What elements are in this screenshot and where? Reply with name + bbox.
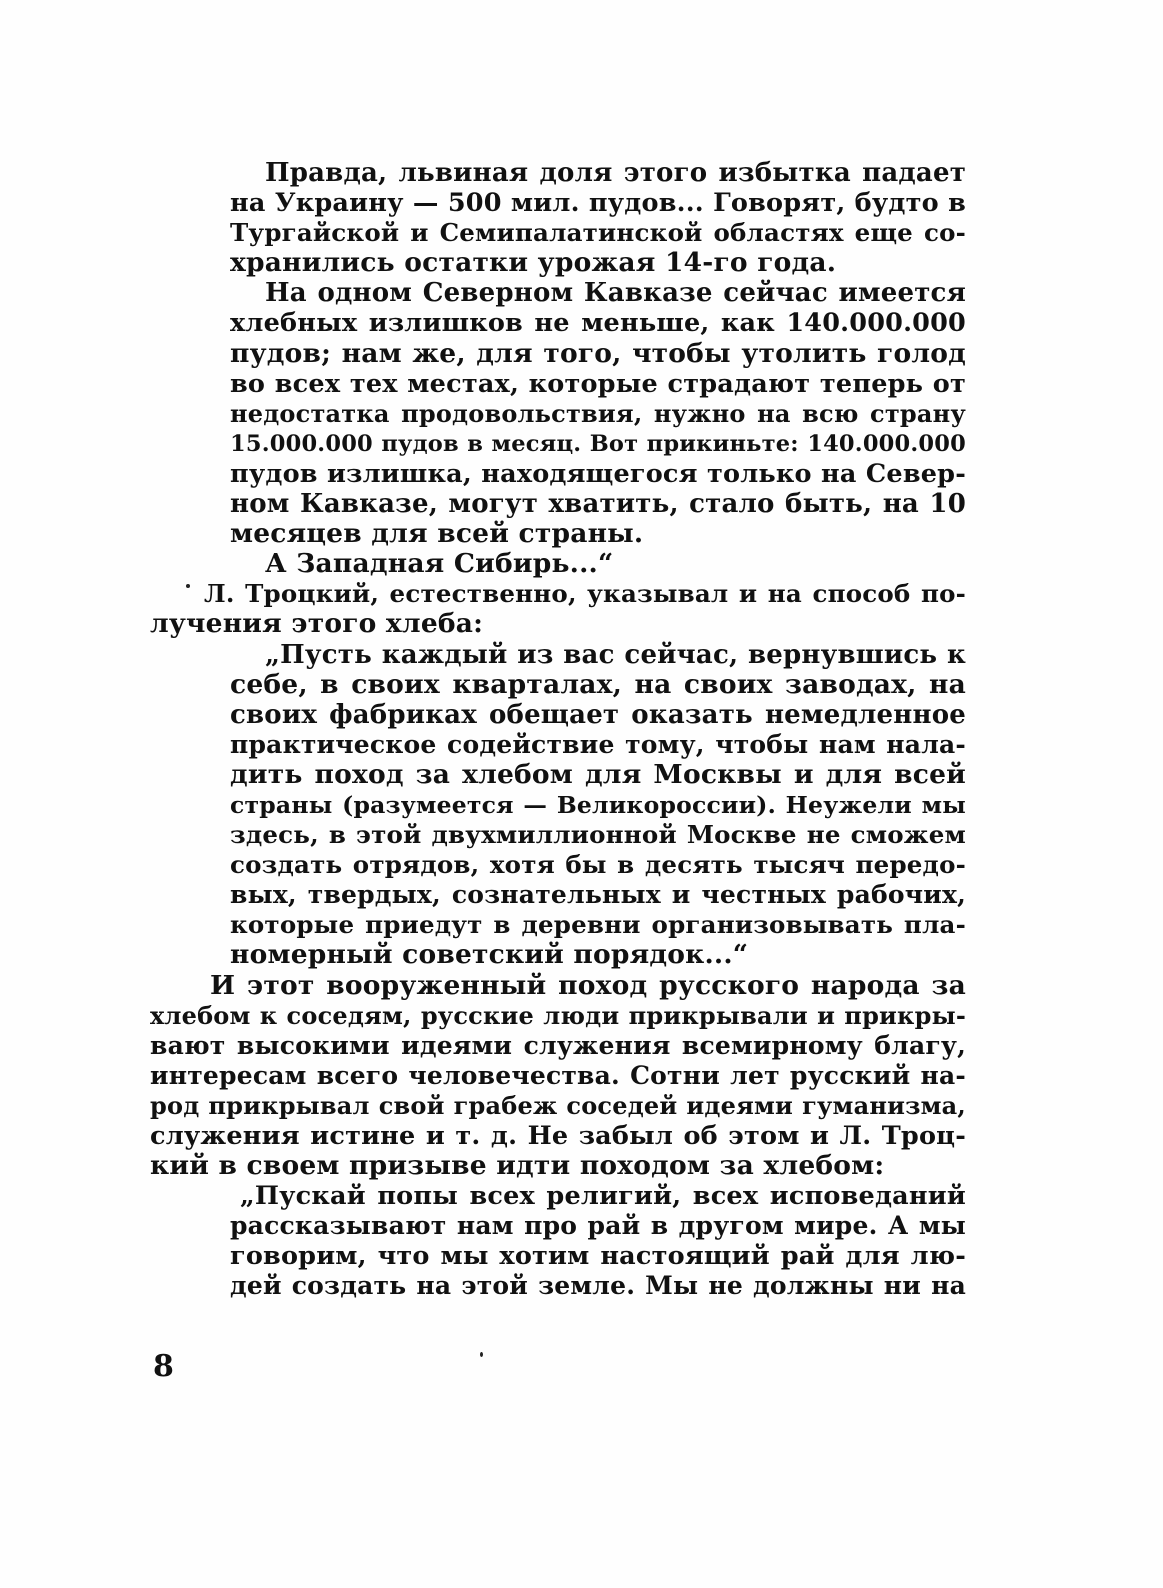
text-line: хранились остатки урожая 14-го года. [230,247,837,279]
text-line: лучения этого хлеба: [150,608,484,640]
print-speck [186,584,190,588]
text-line: На одном Северном Кавказе сейчас имеется [265,278,966,309]
page-body-text [150,158,966,1302]
text-line: своих фабриках обещает оказать немедленное [230,699,966,730]
text-line: служения истине и т. д. Не забыл об этом и Л. Троц- [150,1121,966,1151]
text-line: практическое содействие тому, чтобы нам нала- [230,729,966,759]
text-line: интересам всего человечества. Сотни лет русский на- [150,1060,966,1090]
text-line: хлебных излишков не меньше, как 140.000.000 [230,308,966,339]
text-line: Л. Троцкий, естественно, указывал и на способ по- [204,579,966,609]
text-line: на Украину — 500 мил. пудов... Говорят, будто в [230,188,966,219]
text-line: Тургайской и Семипалатинской областях еще со- [230,218,966,248]
text-line: пудов излишка, находящегося только на Север- [230,458,966,489]
text-line: пудов; нам же, для того, чтобы утолить голод [230,337,966,369]
text-line: месяцев для всей страны. [230,518,644,550]
text-line: вают высокими идеями служения всемирному благу, [150,1030,966,1060]
text-line: род прикрывал свой грабеж соседей идеями гуманизма, [150,1090,966,1120]
text-line: хлебом к соседям, русские люди прикрывали и прикры- [150,1000,966,1030]
page-number: 8 [153,1349,174,1384]
text-line: И этот вооруженный поход русского народа за [210,969,966,1001]
print-speck [480,1352,483,1357]
text-line: „Пусть каждый из вас сейчас, вернувшись к [265,639,966,670]
text-line: дить поход за хлебом для Москвы и для всей [230,758,966,790]
text-line: во всех тех местах, которые страдают теперь от [230,368,966,399]
text-line: „Пускай попы всех религий, всех исповеданий [240,1181,966,1212]
text-line: недостатка продовольствия, нужно на всю страну [230,398,966,428]
text-line: вых, твердых, сознательных и честных рабочих, [230,880,966,910]
text-line: кий в своем призыве идти походом за хлебом: [150,1150,885,1182]
text-line: создать отрядов, хотя бы в десять тысяч передо- [230,850,966,880]
text-line: здесь, в этой двухмиллионной Москве не сможем [230,820,966,850]
text-line: себе, в своих кварталах, на своих заводах, на [230,668,966,700]
text-line: говорим, что мы хотим настоящий рай для лю- [230,1241,966,1272]
text-line: которые приедут в деревни организовывать пла- [230,910,966,940]
text-line: А Западная Сибирь...“ [265,548,614,580]
text-line: 15.000.000 пудов в месяц. Вот прикиньте: 140.000.000 [230,430,966,457]
text-line: номерный советский порядок...“ [230,939,749,971]
text-line: ном Кавказе, могут хватить, стало быть, на 10 [230,489,966,520]
text-line: рассказывают нам про рай в другом мире. А мы [230,1211,966,1241]
text-line: Правда, львиная доля этого избытка падает [265,158,966,188]
text-line: страны (разумеется — Великороссии). Неужели мы [230,790,966,819]
text-line: дей создать на этой земле. Мы не должны ни на [230,1271,966,1301]
